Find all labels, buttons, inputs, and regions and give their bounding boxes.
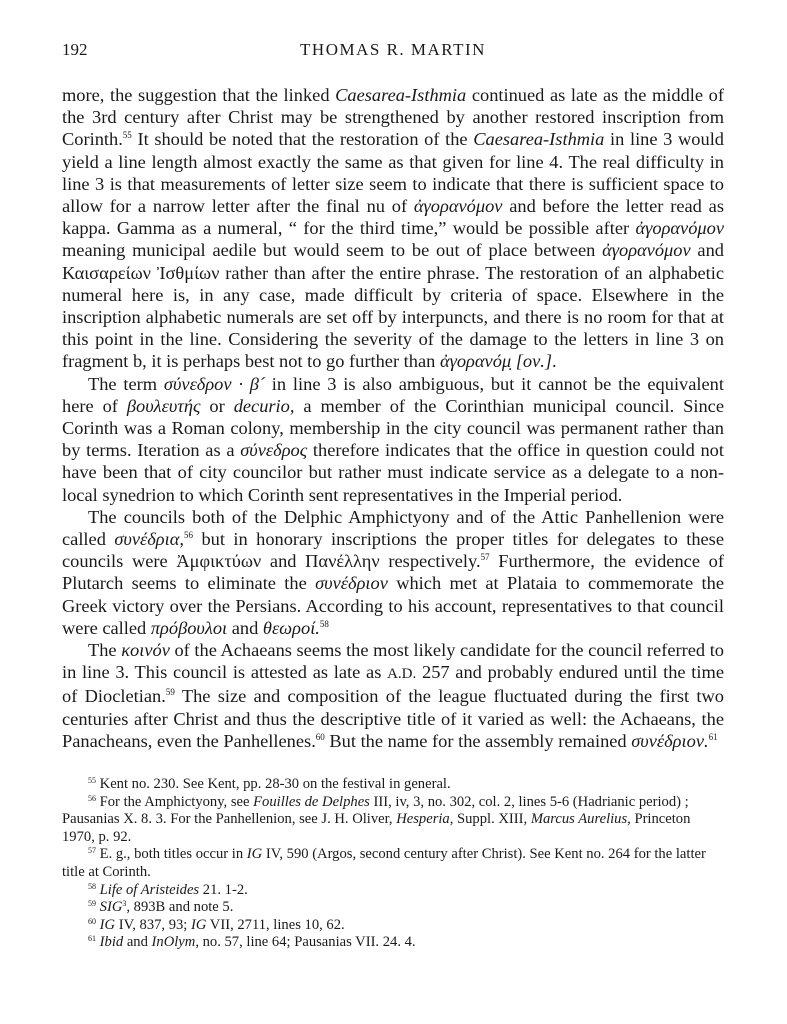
paragraph-1 [62, 84, 724, 373]
citation-title: Life of Aristeides [99, 881, 200, 898]
italic-term: Caesarea-Isthmia [335, 85, 467, 105]
citation-title: Ibid [99, 934, 124, 951]
greek-term: συνέδριον [315, 573, 388, 594]
greek-term: ἀγορανόμον [413, 196, 503, 217]
greek-term: Πανέλλην [305, 551, 380, 572]
text: respectively. [379, 551, 481, 572]
article-body [62, 84, 724, 752]
citation-title: InOlym, [151, 934, 199, 951]
greek-term: ἀγορανόμον [602, 240, 691, 261]
footnote-text: Suppl. XIII, [453, 811, 531, 828]
text: The size and composition of the league fluctuated during the first two centuries after Christ and thus the descriptive title of it varied as well: the Achaeans, the Panacheans, even the Panhellenes. [62, 686, 724, 751]
greek-term: Καισαρείων Ἰσθμίων [62, 262, 220, 283]
greek-term: ἀγορανόμ̣ [ον.] [439, 351, 552, 372]
text: and [261, 551, 306, 572]
text: in line 3 is also ambiguous, but it cannot be the equivalent here of [62, 373, 724, 416]
text: The term [88, 373, 164, 394]
text: and [227, 617, 263, 638]
text: a member of the Corinthian municipal council. Since Corinth was a Roman colony, membership in the city council was permanent rather than by terms. Iteration as a [62, 395, 724, 461]
text: in line 3 would yield a line length almost exactly the same as that given for line 4. The real difficulty in line 3 is that measurements of letter size seem to indicate that there is sufficient space to allow for a narrow letter after the final nu of [62, 129, 725, 217]
text: It should be noted that the restoration of the [131, 129, 474, 150]
page-header [62, 38, 724, 68]
text: continued as late as the middle of the 3rd century after Christ may be strengthened by another restored inscription from Corinth. [62, 85, 724, 150]
footnote-ref-59[interactable]: 59 [165, 687, 175, 698]
text: But the name for the assembly remained [324, 730, 632, 751]
footnote-text: , 893B and note 5. [126, 899, 234, 916]
citation-title: Marcus Aurelius, [530, 811, 631, 828]
footnote-text: VII, 2711, lines 10, 62. [206, 916, 345, 933]
footnote-57 [62, 846, 724, 881]
footnote-ref-60[interactable]: 60 [315, 731, 325, 742]
footnote-number: 56 [88, 793, 96, 803]
footnote-text: 21. 1-2. [199, 881, 248, 898]
greek-term: βουλευτής [126, 395, 201, 416]
footnote-text: Kent no. 230. See Kent, pp. 28-30 on the festival in general. [96, 776, 451, 793]
citation-title: IG [99, 916, 116, 933]
greek-term: σύνεδρον · β´ [163, 373, 266, 394]
footnote-text: no. 57, line 64; Pausanias VII. 24. 4. [198, 934, 416, 951]
citation-title: Fouilles de Delphes [253, 793, 370, 810]
text: or [200, 395, 234, 416]
footnote-number: 55 [88, 776, 96, 786]
greek-term: συνέδρια, [114, 529, 185, 550]
era-abbreviation: A.D. [387, 666, 417, 683]
paragraph-4 [62, 639, 724, 752]
paragraph-3 [62, 506, 724, 639]
footnote-text: and [123, 934, 152, 951]
footnote-number: 59 [88, 899, 96, 909]
footnote-ref-56[interactable]: 56 [184, 530, 194, 541]
running-head: THOMAS R. MARTIN [300, 40, 486, 59]
page [62, 38, 724, 952]
text: of the Achaeans seems the most likely candidate for the council referred to in line 3. This council is attested as late as [62, 640, 724, 683]
greek-term: Ἀμφικτύων [176, 551, 262, 572]
footnote-text: Princeton 1970, p. 92. [62, 811, 691, 845]
paragraph-2 [62, 373, 724, 506]
edition-number: 3 [122, 899, 127, 909]
text: . [552, 351, 557, 372]
citation-title: SIG [99, 899, 123, 916]
footnote-61 [62, 934, 724, 952]
footnote-number: 61 [88, 934, 96, 944]
citation-title: IG [246, 846, 263, 863]
italic-term: decurio, [233, 395, 295, 416]
greek-term: σύνεδρος [240, 440, 308, 461]
text: which met at Plataia to commemorate the Greek victory over the Persians. According to his account, representatives to that council were called [62, 573, 725, 638]
footnote-text: IV, 590 (Argos, second century after Christ). See Kent no. 264 for the latter title at Corinth. [62, 846, 706, 881]
footnote-text: III, iv, 3, no. 302, col. 2, lines 5-6 (Hadrianic period) ; Pausanias X. 8. 3. For the Panhellenion, see J. H. Oliver, [62, 793, 689, 828]
italic-term: Caesarea-Isthmia [473, 129, 605, 150]
greek-term: ἀγορανόμον [635, 218, 724, 239]
page-number: 192 [62, 40, 88, 59]
text: rather than after the entire phrase. The restoration of an alphabetic numeral here is, in any case, made difficult by criteria of space. Elsewhere in the inscription alphabetic numerals are set off by interpuncts, and there is no room for that at this point in the line. Considering the severity of the damage to the letters in line 3 on fragment b, it is perhaps best not to go further than [62, 262, 725, 372]
greek-term: θεωροί. [262, 617, 320, 638]
footnote-ref-55[interactable]: 55 [122, 130, 132, 141]
footnote-59 [62, 899, 724, 917]
footnote-text: E. g., both titles occur in [96, 846, 247, 863]
greek-term: συνέδριον. [631, 730, 709, 751]
footnote-ref-61[interactable]: 61 [708, 731, 718, 742]
text: but in honorary inscriptions the proper titles for delegates to these councils were [62, 529, 725, 572]
text: The councils both of the Delphic Amphictyony and of the Attic Panhellenion were called [62, 506, 724, 550]
greek-term: κοινόν [121, 640, 170, 661]
footnote-text: For the Amphictyony, see [96, 793, 254, 810]
footnote-55 [62, 776, 724, 794]
text: 257 and probably endured until the time of Diocletian. [62, 662, 724, 707]
footnotes [62, 776, 724, 952]
citation-title: IG [191, 916, 207, 933]
footnote-number: 57 [88, 846, 96, 856]
text: The [88, 640, 122, 661]
footnote-56 [62, 794, 724, 847]
footnote-number: 60 [88, 916, 96, 926]
text: therefore indicates that the office in question could not have been that of city councilor but rather must indicate service as a delegate to a non-local synedrion to which Corinth sent representatives in the Imperial period. [62, 440, 724, 505]
greek-term: πρόβουλοι [150, 617, 228, 638]
text: Furthermore, the evidence of Plutarch seems to eliminate the [62, 551, 724, 594]
text: meaning municipal aedile but would seem to be out of place between [62, 240, 603, 261]
text: and [690, 240, 724, 261]
text: and before the letter read as kappa. Gamma as a numeral, “ for the third time,” would be possible after [62, 196, 724, 239]
footnote-text: IV, 837, 93; [115, 916, 192, 933]
footnote-ref-58[interactable]: 58 [319, 618, 329, 629]
footnote-60 [62, 917, 724, 935]
footnote-58 [62, 882, 724, 900]
text: more, the suggestion that the linked [62, 85, 336, 105]
footnote-number: 58 [88, 881, 96, 891]
citation-title: Hesperia, [396, 811, 454, 828]
footnote-ref-57[interactable]: 57 [480, 552, 490, 563]
